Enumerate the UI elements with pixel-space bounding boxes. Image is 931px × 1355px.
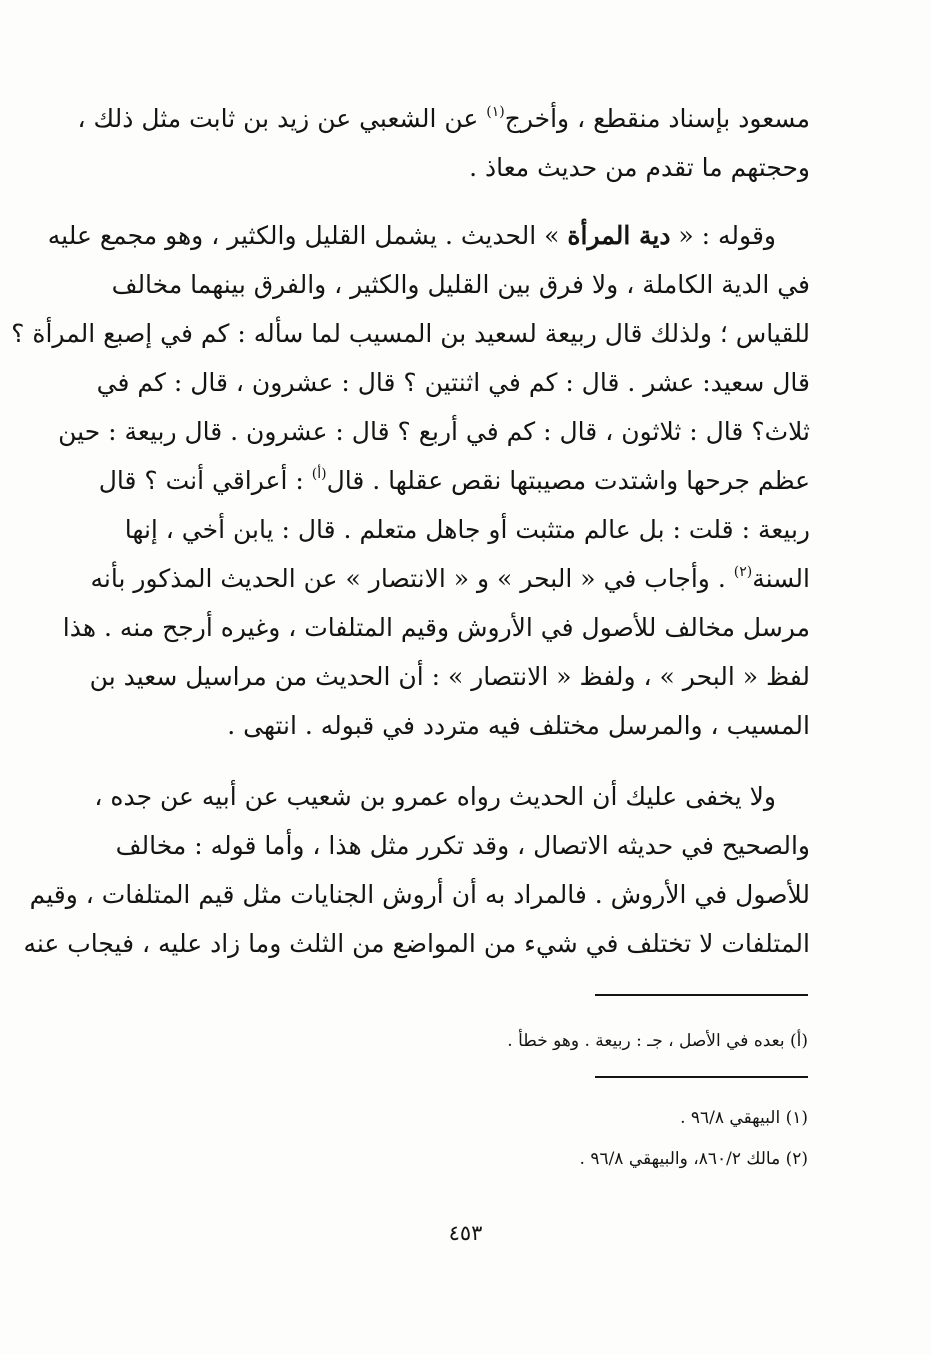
text-line: ثلاث؟ قال : ثلاثون ، قال : كم في أربع ؟ قال : عشرون . قال ربيعة : حين <box>58 417 810 446</box>
paragraph-2 <box>11 211 810 750</box>
text-line: وقوله : « دية المرأة » الحديث . يشمل القليل والكثير ، وهو مجمع عليه <box>47 221 776 250</box>
footnote-marker[interactable]: (٢) <box>733 564 753 580</box>
text-line: قال سعيد: عشر . قال : كم في اثنتين ؟ قال : عشرون ، قال : كم في <box>96 368 810 397</box>
text-line: مرسل مخالف للأصول في الأروش وقيم المتلفات ، وغيره أرجح منه . هذا <box>62 613 810 642</box>
text-line: للأصول في الأروش . فالمراد به أن أروش الجنايات مثل قيم المتلفات ، وقيم <box>29 880 810 909</box>
paragraph-3 <box>23 772 810 968</box>
variant-marker[interactable]: (أ) <box>311 466 327 482</box>
footnote-marker[interactable]: (١) <box>486 104 505 120</box>
text-line: ولا يخفى عليك أن الحديث رواه عمرو بن شعيب عن أبيه عن جده ، <box>94 782 776 811</box>
text-line: وحجتهم ما تقدم من حديث معاذ . <box>469 153 810 182</box>
quoted-term: دية المرأة <box>567 221 671 250</box>
text-line: للقياس ؛ ولذلك قال ربيعة لسعيد بن المسيب لما سأله : كم في إصبع المرأة ؟ <box>11 319 810 348</box>
footnotes-divider <box>595 1076 808 1078</box>
text-line: مسعود بإسناد منقطع ، وأخرج$^{(١)}$ عن الشعبي عن زيد بن ثابت مثل ذلك ، <box>77 104 810 133</box>
page-number: ٤٥٣ <box>448 1221 483 1245</box>
footnote-1: (١) البيهقي ٩٦/٨ . <box>680 1108 808 1128</box>
variant-note: (أ) بعده في الأصل ، جـ : ربيعة . وهو خطأ . <box>507 1031 808 1051</box>
variant-notes-divider <box>595 994 808 996</box>
text-line: والصحيح في حديثه الاتصال ، وقد تكرر مثل هذا ، وأما قوله : مخالف <box>115 831 810 860</box>
paragraph-1 <box>77 94 810 192</box>
text-line: لفظ « البحر » ، ولفظ « الانتصار » : أن الحديث من مراسيل سعيد بن <box>89 662 810 691</box>
text-line: المتلفات لا تختلف في شيء من المواضع من الثلث وما زاد عليه ، فيجاب عنه <box>23 929 810 958</box>
text-line: ربيعة : قلت : بل عالم متثبت أو جاهل متعلم . قال : يابن أخي ، إنها <box>124 515 810 544</box>
text-line: المسيب ، والمرسل مختلف فيه متردد في قبوله . انتهى . <box>227 711 810 740</box>
text-line: عظم جرحها واشتدت مصيبتها نقص عقلها . قال$^{(أ)}$ : أعراقي أنت ؟ قال <box>98 466 810 495</box>
footnote-2: (٢) مالك ٨٦٠/٢، والبيهقي ٩٦/٨ . <box>579 1149 808 1169</box>
text-line: في الدية الكاملة ، ولا فرق بين القليل والكثير ، والفرق بينهما مخالف <box>111 270 810 299</box>
text-line: السنة$^{(٢)}$ . وأجاب في « البحر » و « الانتصار » عن الحديث المذكور بأنه <box>90 564 810 593</box>
